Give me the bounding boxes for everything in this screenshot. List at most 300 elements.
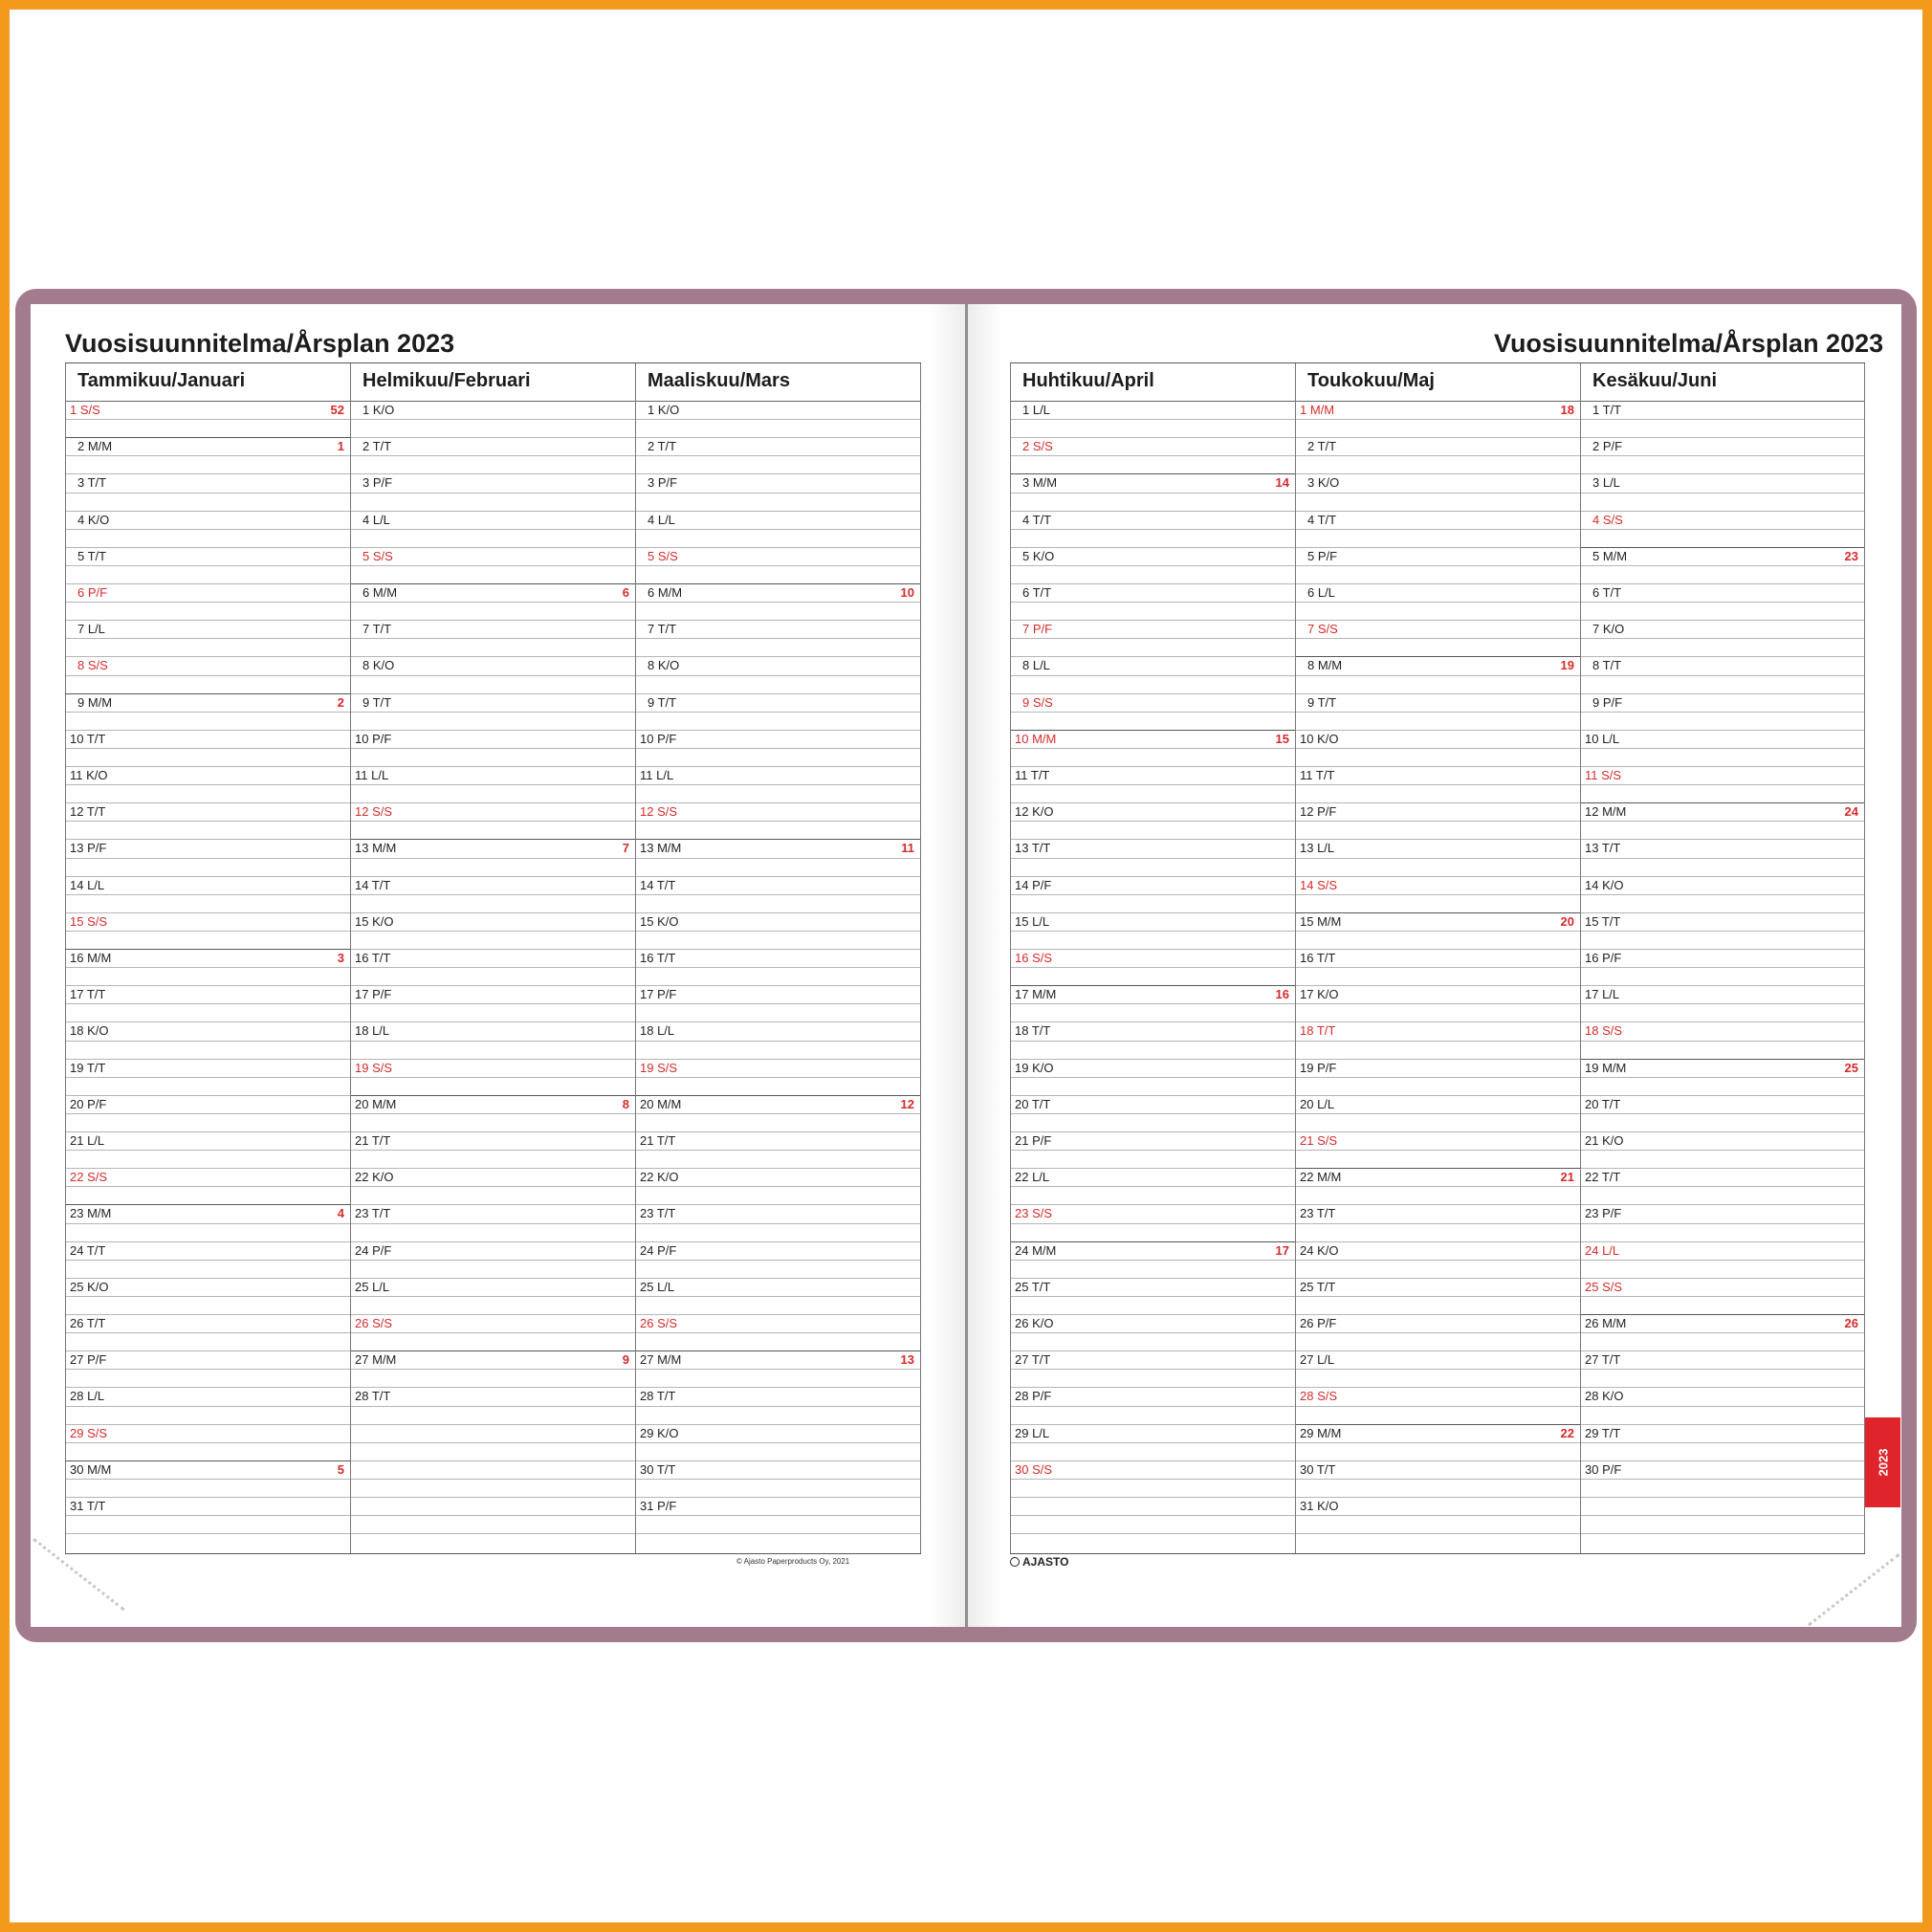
day-entry[interactable]: 12 T/T [70, 804, 106, 820]
note-line [351, 419, 635, 420]
note-line [351, 1442, 635, 1443]
note-line [66, 602, 350, 603]
day-entry[interactable]: 5 M/M [1592, 548, 1628, 563]
note-line [636, 675, 920, 676]
day-entry[interactable]: 5 K/O [1022, 548, 1055, 563]
day-entry[interactable]: 10 M/M [1015, 731, 1057, 746]
day-entry[interactable]: 14 P/F [1015, 877, 1052, 892]
note-line [1011, 1406, 1295, 1407]
day-entry[interactable]: 8 K/O [362, 658, 395, 673]
note-line [1011, 493, 1295, 494]
day-entry[interactable]: 10 T/T [70, 731, 106, 746]
day-entry[interactable]: 29 M/M [1300, 1425, 1342, 1440]
day-entry[interactable]: 13 M/M [355, 841, 397, 856]
note-line [1581, 1041, 1864, 1042]
week-number: 18 [1560, 403, 1574, 417]
day-entry[interactable]: 25 L/L [640, 1279, 675, 1294]
day-entry[interactable]: 4 L/L [648, 512, 675, 527]
note-line [1581, 1077, 1864, 1078]
day-entry[interactable]: 3 T/T [77, 475, 107, 491]
day-entry[interactable]: 2 P/F [1592, 439, 1623, 454]
day-entry[interactable]: 21 L/L [70, 1133, 105, 1148]
day-entry[interactable]: 29 L/L [1015, 1425, 1050, 1440]
day-line [1296, 802, 1580, 803]
day-entry[interactable]: 25 S/S [1585, 1279, 1623, 1294]
note-line [1581, 894, 1864, 895]
day-line [351, 1131, 635, 1132]
day-line [636, 1387, 920, 1388]
day-entry[interactable]: 25 T/T [1300, 1279, 1336, 1294]
day-entry[interactable]: 10 P/F [640, 731, 677, 746]
day-entry[interactable]: 27 M/M [640, 1352, 682, 1368]
day-entry[interactable]: 21 T/T [640, 1133, 676, 1148]
day-line [351, 1387, 635, 1388]
day-entry[interactable]: 4 T/T [1022, 512, 1052, 527]
day-entry[interactable]: 12 M/M [1585, 804, 1627, 820]
day-entry[interactable]: 18 K/O [70, 1023, 109, 1039]
day-line [1011, 730, 1295, 731]
day-entry[interactable]: 17 L/L [1585, 987, 1620, 1002]
day-entry[interactable]: 22 T/T [1585, 1170, 1621, 1185]
note-line [351, 858, 635, 859]
day-line [1296, 1168, 1580, 1169]
copyright-text: © Ajasto Paperproducts Oy, 2021 [736, 1557, 850, 1566]
day-entry[interactable]: 25 L/L [355, 1279, 390, 1294]
day-line [636, 437, 920, 438]
day-line [1296, 912, 1580, 913]
day-entry[interactable]: 17 P/F [640, 987, 677, 1002]
day-entry[interactable]: 8 S/S [77, 658, 108, 673]
day-entry[interactable]: 10 P/F [355, 731, 392, 746]
day-entry[interactable]: 9 S/S [1022, 694, 1053, 710]
day-entry[interactable]: 1 S/S [70, 403, 100, 417]
week-number: 11 [901, 841, 914, 856]
day-entry[interactable]: 24 K/O [1300, 1242, 1339, 1258]
note-line [1296, 1296, 1580, 1297]
day-entry[interactable]: 31 K/O [1300, 1499, 1339, 1513]
day-entry[interactable]: 3 K/O [1307, 475, 1340, 491]
day-entry[interactable]: 9 P/F [1592, 694, 1623, 710]
day-entry[interactable]: 14 L/L [70, 877, 105, 892]
note-line [1011, 1223, 1295, 1224]
note-line [1296, 493, 1580, 494]
day-entry[interactable]: 27 T/T [1585, 1352, 1621, 1368]
day-entry[interactable]: 11 L/L [640, 768, 674, 782]
day-line [66, 1241, 350, 1242]
day-entry[interactable]: 24 T/T [70, 1242, 106, 1258]
day-entry[interactable]: 15 K/O [355, 913, 394, 929]
note-line [351, 1406, 635, 1407]
day-entry[interactable]: 5 S/S [648, 548, 678, 563]
day-entry[interactable]: 22 S/S [70, 1170, 108, 1185]
day-line [636, 912, 920, 913]
day-entry[interactable]: 28 L/L [70, 1389, 105, 1404]
day-line [1296, 1424, 1580, 1425]
day-entry[interactable]: 7 T/T [362, 622, 392, 637]
day-entry[interactable]: 15 K/O [640, 913, 679, 929]
day-line [1011, 949, 1295, 950]
note-line [636, 1260, 920, 1261]
day-entry[interactable]: 14 T/T [355, 877, 391, 892]
day-entry[interactable]: 7 S/S [1307, 622, 1338, 637]
day-entry[interactable]: 18 T/T [1300, 1023, 1336, 1039]
day-line [1011, 1387, 1295, 1388]
note-line [351, 1260, 635, 1261]
note-line [66, 493, 350, 494]
day-entry[interactable]: 16 T/T [640, 951, 676, 965]
note-line [66, 1003, 350, 1004]
week-number: 15 [1275, 731, 1289, 746]
day-entry[interactable]: 6 M/M [362, 585, 398, 600]
day-entry[interactable]: 24 P/F [355, 1242, 392, 1258]
day-entry[interactable]: 16 P/F [1585, 951, 1622, 965]
day-entry[interactable]: 26 P/F [1300, 1316, 1337, 1330]
day-entry[interactable]: 15 S/S [70, 913, 108, 929]
day-line [1011, 912, 1295, 913]
day-line [1581, 1314, 1864, 1315]
day-line [1581, 1460, 1864, 1461]
day-entry[interactable]: 20 P/F [70, 1096, 107, 1111]
day-entry[interactable]: 25 K/O [70, 1279, 109, 1294]
day-entry[interactable]: 18 S/S [1585, 1023, 1623, 1039]
day-entry[interactable]: 14 K/O [1585, 877, 1624, 892]
note-line [1581, 675, 1864, 676]
day-entry[interactable]: 6 P/F [77, 585, 108, 600]
day-entry[interactable]: 8 K/O [648, 658, 680, 673]
day-entry[interactable]: 5 T/T [77, 548, 107, 563]
day-entry[interactable]: 17 P/F [355, 987, 392, 1002]
day-line [636, 730, 920, 731]
day-entry[interactable]: 16 T/T [1300, 951, 1336, 965]
day-entry[interactable]: 4 K/O [77, 512, 110, 527]
day-entry[interactable]: 14 T/T [640, 877, 676, 892]
day-entry[interactable]: 17 T/T [70, 987, 106, 1002]
day-entry[interactable]: 28 P/F [1015, 1389, 1052, 1404]
note-line [66, 1077, 350, 1078]
note-line [351, 931, 635, 932]
day-line [636, 1350, 920, 1351]
day-entry[interactable]: 27 M/M [355, 1352, 397, 1368]
day-entry[interactable]: 3 P/F [362, 475, 393, 491]
day-entry[interactable]: 9 T/T [362, 694, 392, 710]
note-line [66, 784, 350, 785]
note-line [1581, 748, 1864, 749]
month-column [1295, 363, 1580, 1553]
day-entry[interactable]: 23 T/T [1300, 1206, 1336, 1221]
day-line [1581, 730, 1864, 731]
day-line [1296, 1095, 1580, 1096]
day-entry[interactable]: 19 K/O [1015, 1060, 1054, 1075]
day-entry[interactable]: 20 T/T [1585, 1096, 1621, 1111]
day-line [66, 876, 350, 877]
day-entry[interactable]: 3 M/M [1022, 475, 1058, 491]
day-entry[interactable]: 19 T/T [70, 1060, 106, 1075]
day-entry[interactable]: 22 K/O [355, 1170, 394, 1185]
note-line [1296, 1077, 1580, 1078]
day-entry[interactable]: 21 T/T [355, 1133, 391, 1148]
day-entry[interactable]: 22 M/M [1300, 1170, 1342, 1185]
note-line [1011, 1113, 1295, 1114]
day-line [636, 1424, 920, 1425]
header-divider [1581, 401, 1864, 402]
day-entry[interactable]: 2 T/T [648, 439, 677, 454]
note-line [351, 1150, 635, 1151]
day-entry[interactable]: 7 L/L [77, 622, 105, 637]
day-entry[interactable]: 6 T/T [1592, 585, 1622, 600]
day-entry[interactable]: 26 T/T [70, 1316, 106, 1330]
day-line [1581, 1241, 1864, 1242]
day-line [351, 1460, 635, 1461]
note-line [1296, 675, 1580, 676]
day-entry[interactable]: 22 L/L [1015, 1170, 1050, 1185]
day-entry[interactable]: 20 T/T [1015, 1096, 1051, 1111]
day-entry[interactable]: 23 P/F [1585, 1206, 1622, 1221]
note-line [1581, 638, 1864, 639]
note-line [66, 419, 350, 420]
day-line [66, 1497, 350, 1498]
page-title-left: Vuosisuunnitelma/Årsplan 2023 [65, 329, 455, 358]
day-entry[interactable]: 2 M/M [77, 439, 113, 454]
week-number: 25 [1844, 1060, 1858, 1075]
day-line [66, 1131, 350, 1132]
day-line [1296, 547, 1580, 548]
day-entry[interactable]: 17 M/M [1015, 987, 1057, 1002]
day-entry[interactable]: 26 S/S [640, 1316, 678, 1330]
day-entry[interactable]: 12 S/S [355, 804, 393, 820]
day-entry[interactable]: 2 T/T [1307, 439, 1337, 454]
note-line [1581, 1223, 1864, 1224]
day-line [1296, 876, 1580, 877]
day-entry[interactable]: 12 K/O [1015, 804, 1054, 820]
day-entry[interactable]: 15 M/M [1300, 913, 1342, 929]
day-entry[interactable]: 20 L/L [1300, 1096, 1335, 1111]
note-line [1581, 455, 1864, 456]
week-number: 13 [900, 1352, 914, 1368]
note-line [351, 821, 635, 822]
day-entry[interactable]: 12 S/S [640, 804, 678, 820]
note-line [636, 565, 920, 566]
day-entry[interactable]: 27 T/T [1015, 1352, 1051, 1368]
day-entry[interactable]: 8 M/M [1307, 658, 1343, 673]
note-line [351, 1223, 635, 1224]
note-line [636, 1442, 920, 1443]
day-entry[interactable]: 5 S/S [362, 548, 393, 563]
day-entry[interactable]: 1 T/T [1592, 403, 1622, 417]
week-number: 24 [1844, 804, 1858, 820]
day-entry[interactable]: 14 S/S [1300, 877, 1338, 892]
day-entry[interactable]: 10 K/O [1300, 731, 1339, 746]
day-entry[interactable]: 18 T/T [1015, 1023, 1051, 1039]
day-entry[interactable]: 2 S/S [1022, 439, 1053, 454]
day-entry[interactable]: 1 K/O [648, 403, 680, 417]
note-line [636, 455, 920, 456]
day-entry[interactable]: 25 T/T [1015, 1279, 1051, 1294]
day-entry[interactable]: 18 L/L [640, 1023, 675, 1039]
day-line [636, 1241, 920, 1242]
day-entry[interactable]: 28 K/O [1585, 1389, 1624, 1404]
note-line [1581, 1003, 1864, 1004]
day-line [1296, 1131, 1580, 1132]
day-entry[interactable]: 24 P/F [640, 1242, 677, 1258]
day-entry[interactable]: 30 T/T [640, 1461, 676, 1477]
day-entry[interactable]: 16 T/T [355, 951, 391, 965]
day-entry[interactable]: 1 M/M [1300, 403, 1335, 417]
day-entry[interactable]: 1 K/O [362, 403, 395, 417]
day-entry[interactable]: 9 T/T [1307, 694, 1337, 710]
day-entry[interactable]: 19 S/S [640, 1060, 678, 1075]
day-entry[interactable]: 18 L/L [355, 1023, 390, 1039]
day-entry[interactable]: 15 T/T [1585, 913, 1621, 929]
day-entry[interactable]: 16 M/M [70, 951, 112, 965]
day-line [636, 547, 920, 548]
day-line [351, 693, 635, 694]
day-entry[interactable]: 4 T/T [1307, 512, 1337, 527]
day-entry[interactable]: 7 P/F [1022, 622, 1053, 637]
day-entry[interactable]: 30 M/M [70, 1461, 112, 1477]
note-line [66, 1223, 350, 1224]
note-line [636, 931, 920, 932]
day-line [1011, 1460, 1295, 1461]
day-line [1296, 473, 1580, 474]
note-line [66, 931, 350, 932]
day-entry[interactable]: 1 L/L [1022, 403, 1050, 417]
day-entry[interactable]: 8 L/L [1022, 658, 1050, 673]
day-entry[interactable]: 8 T/T [1592, 658, 1622, 673]
note-line [66, 967, 350, 968]
note-line [66, 638, 350, 639]
day-entry[interactable]: 17 K/O [1300, 987, 1339, 1002]
note-line [1011, 1041, 1295, 1042]
day-entry[interactable]: 11 T/T [1015, 768, 1050, 782]
note-line [66, 1296, 350, 1297]
day-entry[interactable]: 6 M/M [648, 585, 683, 600]
day-entry[interactable]: 27 L/L [1300, 1352, 1335, 1368]
day-line [1011, 1059, 1295, 1060]
day-entry[interactable]: 28 T/T [640, 1389, 676, 1404]
note-line [66, 1369, 350, 1370]
day-entry[interactable]: 4 S/S [1592, 512, 1623, 527]
day-entry[interactable]: 30 P/F [1585, 1461, 1622, 1477]
note-line [1296, 602, 1580, 603]
day-entry[interactable]: 11 S/S [1585, 768, 1622, 782]
week-number: 7 [622, 841, 629, 856]
note-line [66, 455, 350, 456]
day-entry[interactable]: 23 M/M [70, 1206, 112, 1221]
day-entry[interactable]: 19 P/F [1300, 1060, 1337, 1075]
day-entry[interactable]: 21 S/S [1300, 1133, 1338, 1148]
day-entry[interactable]: 3 P/F [648, 475, 678, 491]
day-entry[interactable]: 13 L/L [1300, 841, 1335, 856]
day-entry[interactable]: 26 M/M [1585, 1316, 1627, 1330]
month-heading: Huhtikuu/April [1022, 370, 1154, 391]
day-entry[interactable]: 24 L/L [1585, 1242, 1620, 1258]
day-entry[interactable]: 26 K/O [1015, 1316, 1054, 1330]
day-entry[interactable]: 21 P/F [1015, 1133, 1052, 1148]
day-entry[interactable]: 28 S/S [1300, 1389, 1338, 1404]
day-entry[interactable]: 22 K/O [640, 1170, 679, 1185]
year-tab[interactable] [1865, 1417, 1900, 1507]
day-entry[interactable]: 11 T/T [1300, 768, 1335, 782]
day-entry[interactable]: 3 L/L [1592, 475, 1620, 491]
day-entry[interactable]: 10 L/L [1585, 731, 1620, 746]
note-line [66, 1113, 350, 1114]
day-entry[interactable]: 19 M/M [1585, 1060, 1627, 1075]
day-entry[interactable]: 13 P/F [70, 841, 107, 856]
day-entry[interactable]: 23 T/T [640, 1206, 676, 1221]
day-line [351, 1241, 635, 1242]
day-entry[interactable]: 9 T/T [648, 694, 677, 710]
note-line [1296, 1442, 1580, 1443]
day-entry[interactable]: 13 M/M [640, 841, 682, 856]
day-entry[interactable]: 2 T/T [362, 439, 392, 454]
day-entry[interactable]: 13 T/T [1015, 841, 1051, 856]
day-entry[interactable]: 26 S/S [355, 1316, 393, 1330]
note-line [351, 1077, 635, 1078]
day-line [351, 1095, 635, 1096]
day-entry[interactable]: 11 K/O [70, 768, 108, 782]
day-entry[interactable]: 16 S/S [1015, 951, 1053, 965]
day-entry[interactable]: 21 K/O [1585, 1133, 1624, 1148]
day-line [1581, 1278, 1864, 1279]
day-entry[interactable]: 27 P/F [70, 1352, 107, 1368]
day-line [1011, 1533, 1295, 1534]
header-divider [1011, 401, 1295, 402]
day-entry[interactable]: 11 L/L [355, 768, 389, 782]
day-line [1296, 583, 1580, 584]
day-entry[interactable]: 20 M/M [355, 1096, 397, 1111]
day-entry[interactable]: 23 S/S [1015, 1206, 1053, 1221]
note-line [1011, 821, 1295, 822]
day-entry[interactable]: 4 L/L [362, 512, 390, 527]
day-entry[interactable]: 9 M/M [77, 694, 113, 710]
day-entry[interactable]: 5 P/F [1307, 548, 1338, 563]
day-line [1581, 949, 1864, 950]
day-entry[interactable]: 12 P/F [1300, 804, 1337, 820]
day-entry[interactable]: 29 K/O [640, 1425, 679, 1440]
day-entry[interactable]: 31 P/F [640, 1499, 677, 1513]
day-entry[interactable]: 20 M/M [640, 1096, 682, 1111]
day-entry[interactable]: 29 S/S [70, 1425, 108, 1440]
day-entry[interactable]: 7 K/O [1592, 622, 1625, 637]
day-entry[interactable]: 24 M/M [1015, 1242, 1057, 1258]
day-entry[interactable]: 6 L/L [1307, 585, 1335, 600]
day-entry[interactable]: 28 T/T [355, 1389, 391, 1404]
day-entry[interactable]: 15 L/L [1015, 913, 1050, 929]
day-entry[interactable]: 30 T/T [1300, 1461, 1336, 1477]
note-line [351, 638, 635, 639]
day-line [1011, 1497, 1295, 1498]
day-entry[interactable]: 31 T/T [70, 1499, 106, 1513]
day-line [1296, 1021, 1580, 1022]
day-entry[interactable]: 13 T/T [1585, 841, 1621, 856]
day-entry[interactable]: 19 S/S [355, 1060, 393, 1075]
day-entry[interactable]: 30 S/S [1015, 1461, 1053, 1477]
month-heading: Kesäkuu/Juni [1592, 370, 1718, 391]
logo-icon [1010, 1557, 1020, 1567]
day-entry[interactable]: 7 T/T [648, 622, 677, 637]
day-line [636, 1314, 920, 1315]
day-entry[interactable]: 23 T/T [355, 1206, 391, 1221]
note-line [636, 1041, 920, 1042]
month-heading: Maaliskuu/Mars [648, 370, 790, 391]
note-line [66, 1406, 350, 1407]
note-line [1296, 565, 1580, 566]
note-line [1296, 1223, 1580, 1224]
note-line [1296, 967, 1580, 968]
day-entry[interactable]: 6 T/T [1022, 585, 1052, 600]
day-line [1581, 1095, 1864, 1096]
day-entry[interactable]: 29 T/T [1585, 1425, 1621, 1440]
